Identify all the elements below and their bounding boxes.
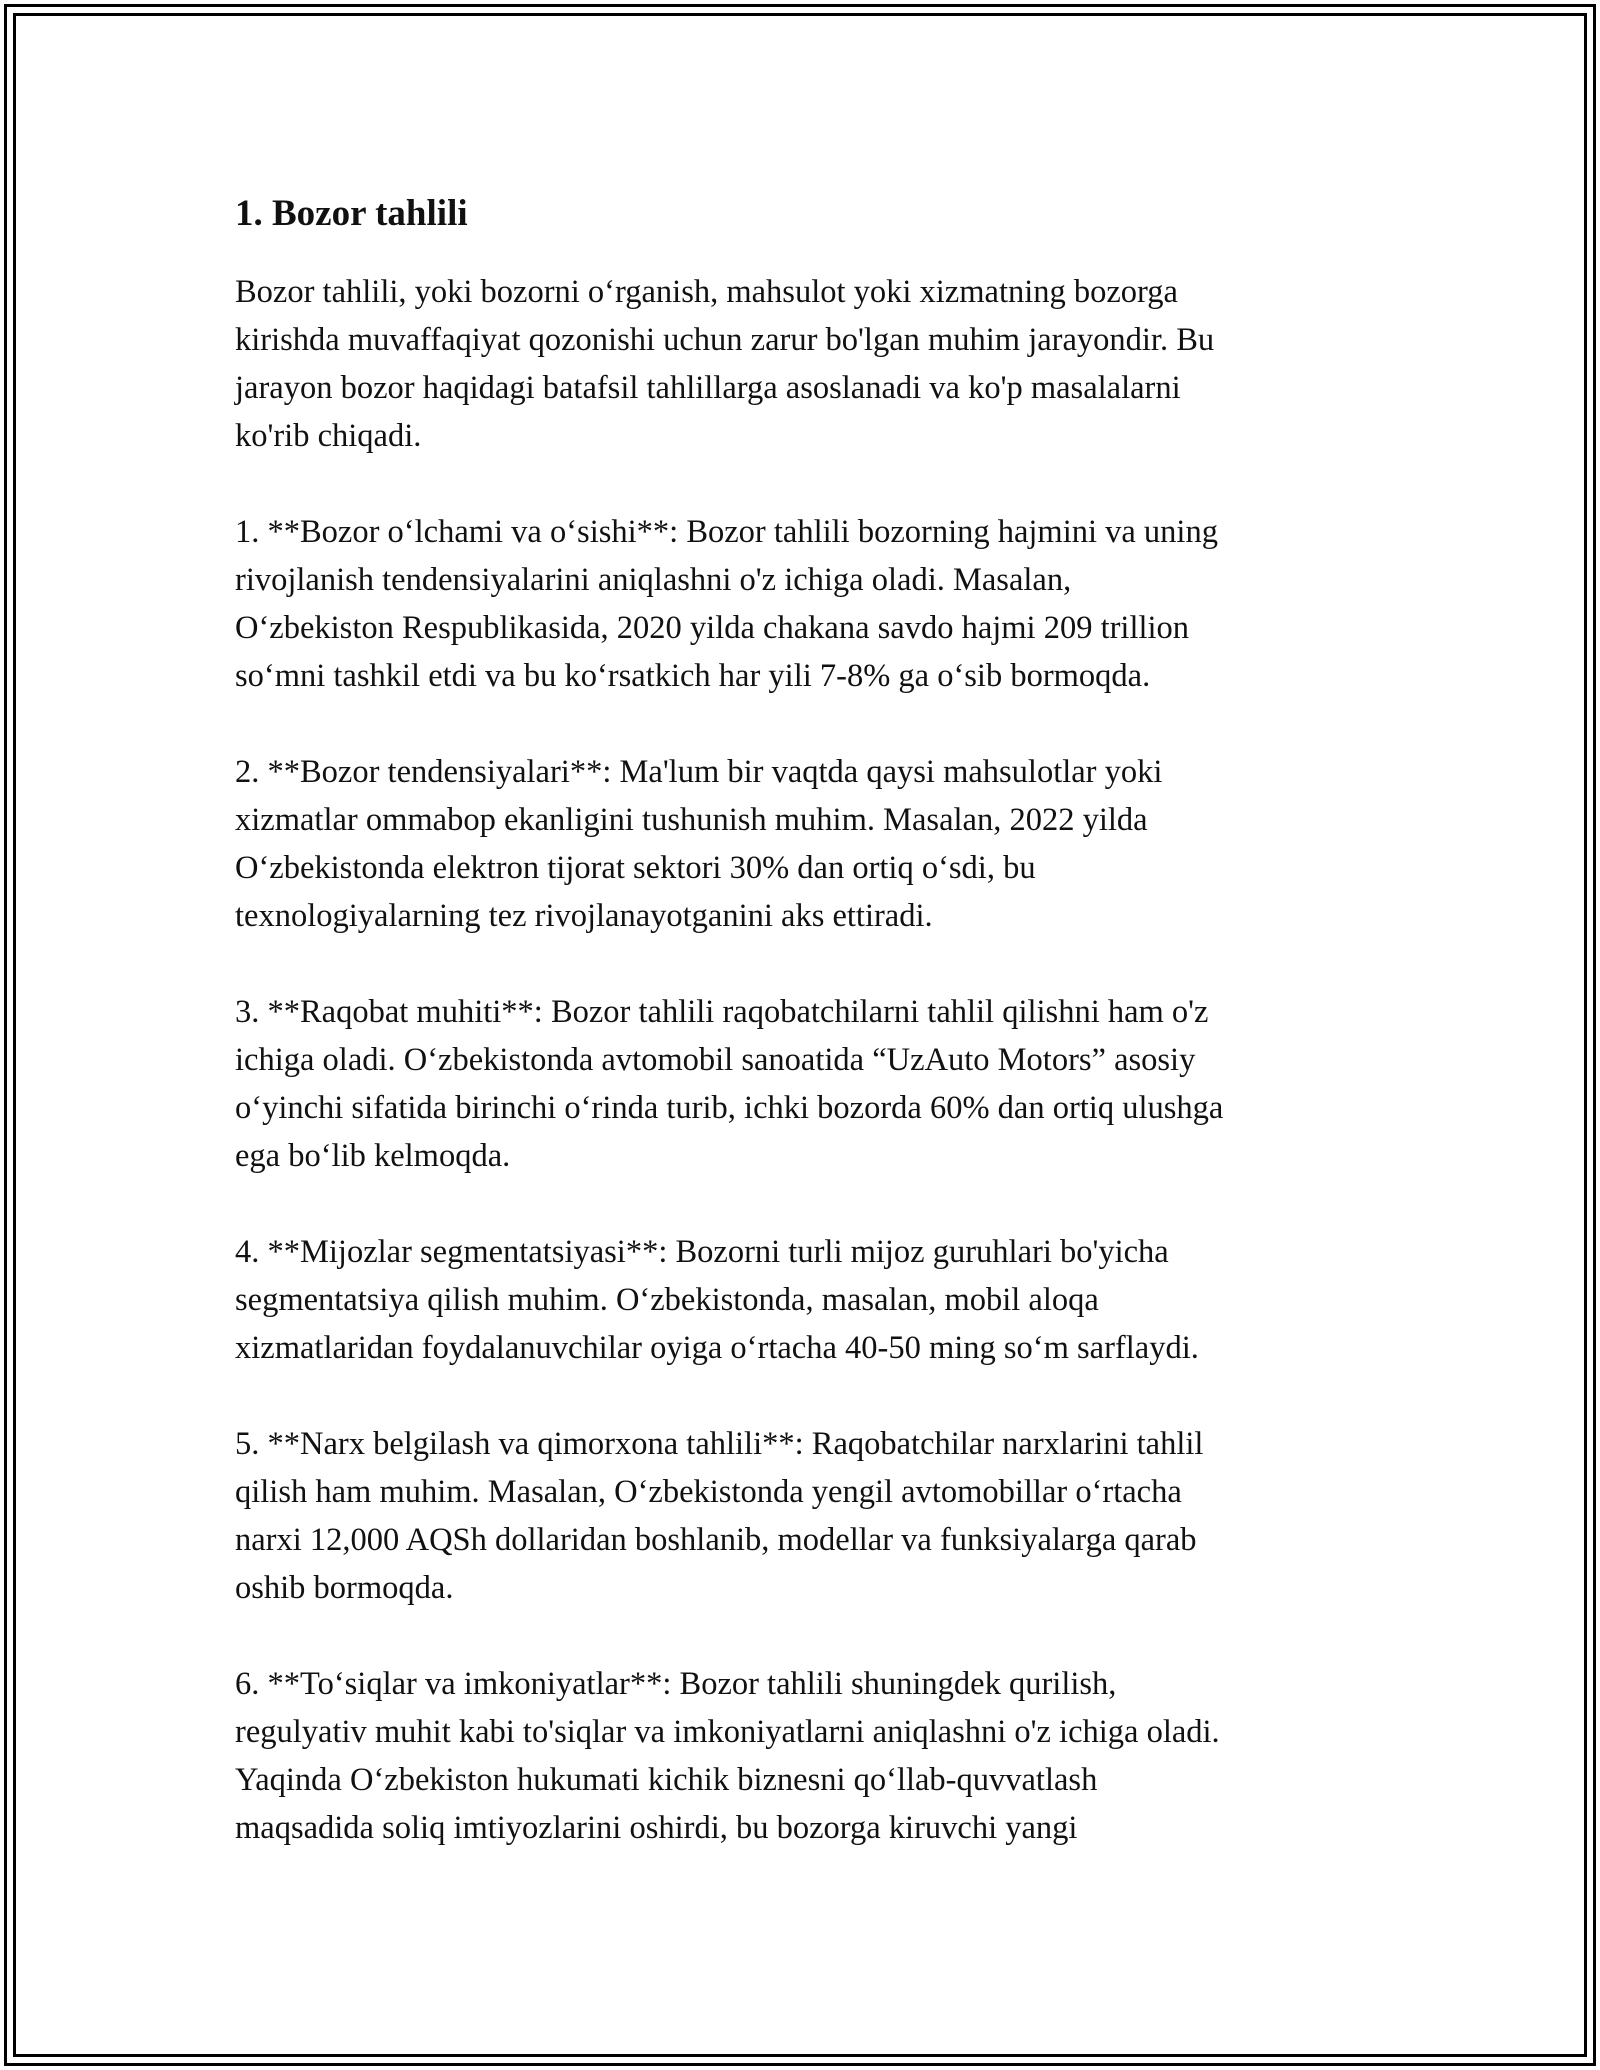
point-1-paragraph xyxy=(235,508,1375,700)
text-line: ko'rib chiqadi. xyxy=(235,418,422,454)
text-line: o‘yinchi sifatida birinchi o‘rinda turib, ichki bozorda 60% dan ortiq ulushga xyxy=(235,1090,1224,1126)
text-line: oshib bormoqda. xyxy=(235,1570,454,1606)
text-line: ega bo‘lib kelmoqda. xyxy=(235,1138,511,1174)
text-line: Bozor tahlili, yoki bozorni o‘rganish, mahsulot yoki xizmatning bozorga xyxy=(235,274,1178,310)
text-line: qilish ham muhim. Masalan, O‘zbekistonda yengil avtomobillar o‘rtacha xyxy=(235,1474,1182,1510)
point-5-paragraph xyxy=(235,1420,1375,1612)
text-line: kirishda muvaffaqiyat qozonishi uchun zarur bo'lgan muhim jarayondir. Bu xyxy=(235,322,1215,358)
text-line: 4. **Mijozlar segmentatsiyasi**: Bozorni turli mijoz guruhlari bo'yicha xyxy=(235,1234,1169,1270)
text-line: texnologiyalarning tez rivojlanayotganini aks ettiradi. xyxy=(235,898,933,934)
text-line: 2. **Bozor tendensiyalari**: Ma'lum bir vaqtda qaysi mahsulotlar yoki xyxy=(235,754,1163,790)
point-3-paragraph xyxy=(235,988,1375,1180)
intro-paragraph xyxy=(235,268,1375,460)
text-line: so‘mni tashkil etdi va bu ko‘rsatkich har yili 7-8% ga o‘sib bormoqda. xyxy=(235,658,1151,694)
text-line: regulyativ muhit kabi to'siqlar va imkoniyatlarni aniqlashni o'z ichiga oladi. xyxy=(235,1714,1220,1750)
text-line: ichiga oladi. O‘zbekistonda avtomobil sanoatida “UzAuto Motors” asosiy xyxy=(235,1042,1196,1078)
point-4-paragraph xyxy=(235,1228,1375,1372)
point-6-paragraph xyxy=(235,1660,1375,1852)
text-line: xizmatlaridan foydalanuvchilar oyiga o‘rtacha 40-50 ming so‘m sarflaydi. xyxy=(235,1330,1199,1366)
text-line: 6. **To‘siqlar va imkoniyatlar**: Bozor tahlili shuningdek qurilish, xyxy=(235,1666,1117,1702)
text-line: Yaqinda O‘zbekiston hukumati kichik biznesni qo‘llab-quvvatlash xyxy=(235,1762,1098,1798)
text-line: 3. **Raqobat muhiti**: Bozor tahlili raqobatchilarni tahlil qilishni ham o'z xyxy=(235,994,1209,1030)
text-line: 5. **Narx belgilash va qimorxona tahlili**: Raqobatchilar narxlarini tahlil xyxy=(235,1426,1204,1462)
point-2-paragraph xyxy=(235,748,1375,940)
text-line: xizmatlar ommabop ekanligini tushunish muhim. Masalan, 2022 yilda xyxy=(235,802,1148,838)
text-line: O‘zbekistonda elektron tijorat sektori 30% dan ortiq o‘sdi, bu xyxy=(235,850,1036,886)
text-line: maqsadida soliq imtiyozlarini oshirdi, bu bozorga kiruvchi yangi xyxy=(235,1810,1078,1846)
text-line: segmentatsiya qilish muhim. O‘zbekistonda, masalan, mobil aloqa xyxy=(235,1282,1099,1318)
text-line: 1. **Bozor o‘lchami va o‘sishi**: Bozor tahlili bozorning hajmini va uning xyxy=(235,514,1218,550)
document-body xyxy=(235,188,1375,1900)
text-line: jarayon bozor haqidagi batafsil tahlillarga asoslanadi va ko'p masalalarni xyxy=(235,370,1181,406)
text-line: rivojlanish tendensiyalarini aniqlashni o'z ichiga oladi. Masalan, xyxy=(235,562,1072,598)
text-line: narxi 12,000 AQSh dollaridan boshlanib, modellar va funksiyalarga qarab xyxy=(235,1522,1197,1558)
text-line: O‘zbekiston Respublikasida, 2020 yilda chakana savdo hajmi 209 trillion xyxy=(235,610,1190,646)
section-heading: 1. Bozor tahlili xyxy=(235,193,468,234)
